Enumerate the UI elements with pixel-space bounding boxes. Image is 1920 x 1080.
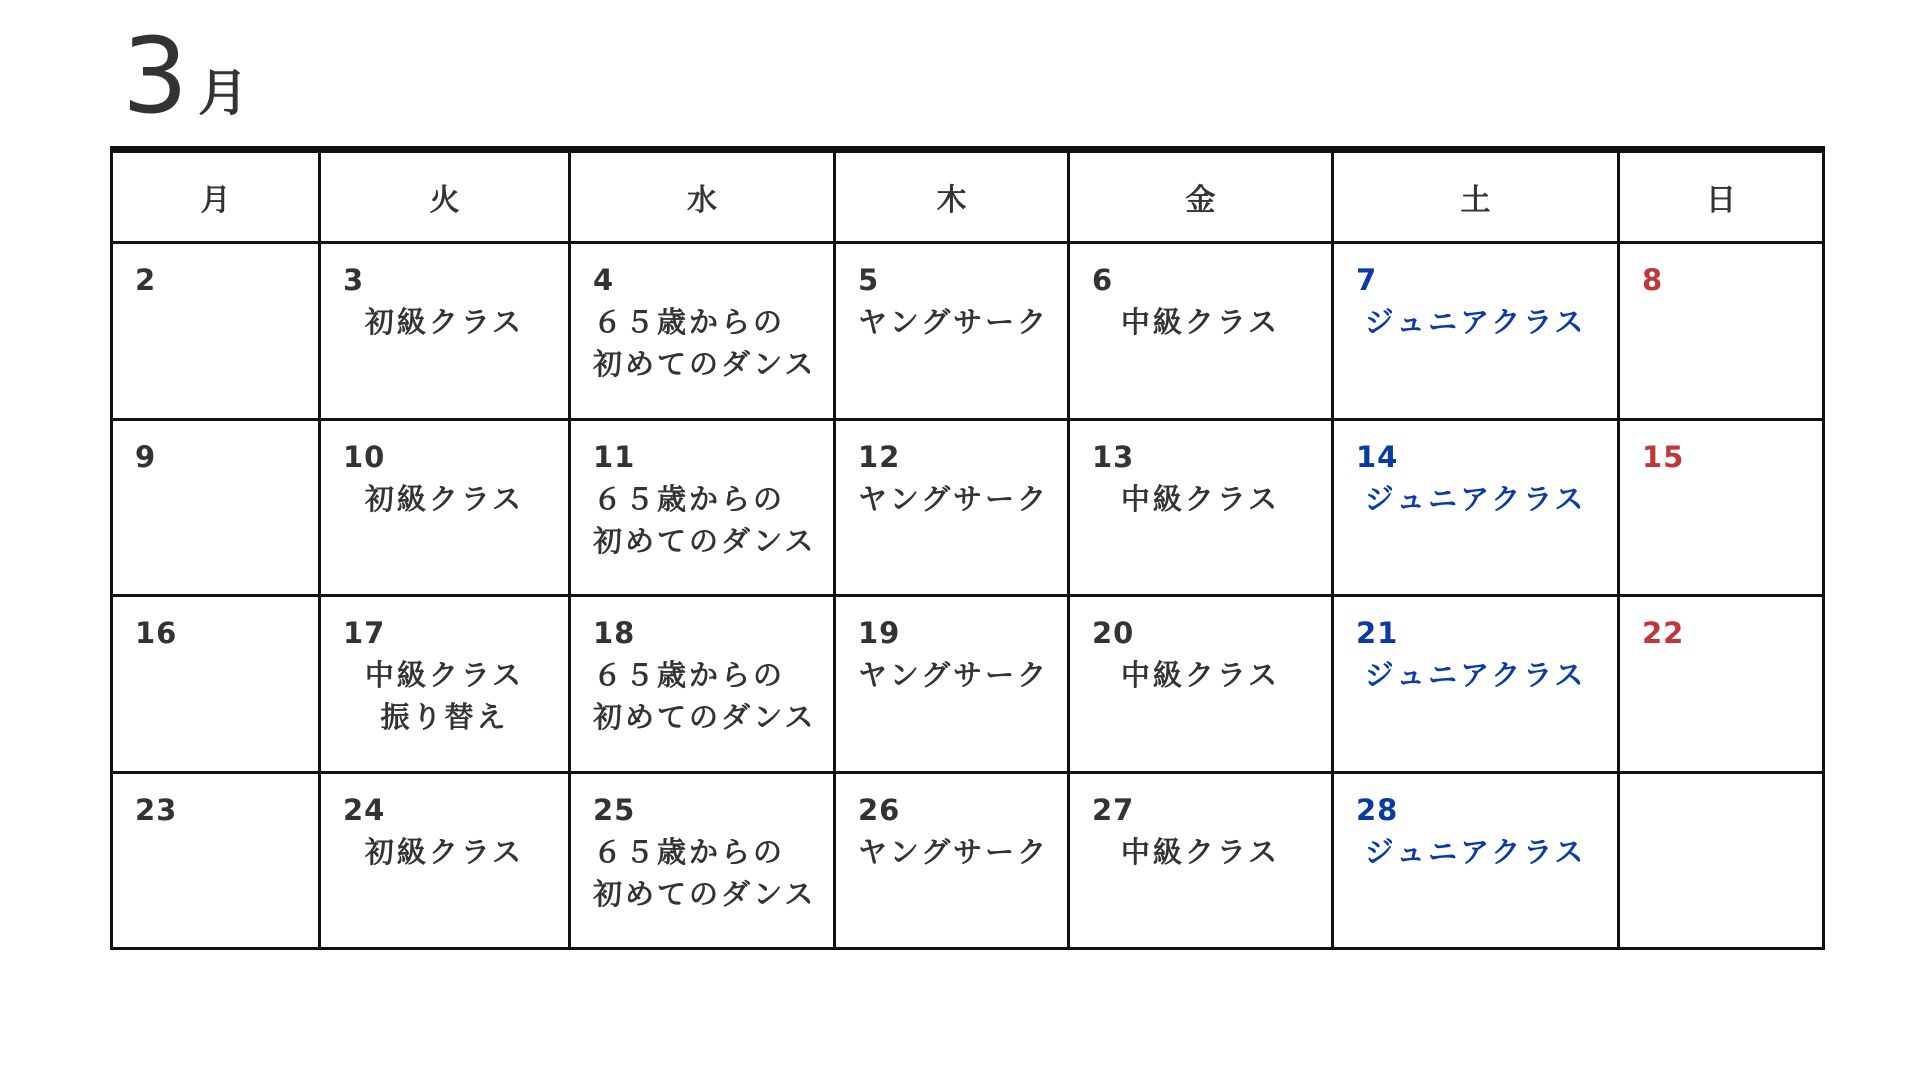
day-cell-fri bbox=[1069, 243, 1333, 420]
event-line: ６５歳からの bbox=[593, 305, 786, 339]
event-line: 中級クラス bbox=[1120, 481, 1281, 516]
day-number: 24 bbox=[343, 792, 386, 827]
event-line: 中級クラス bbox=[1120, 834, 1281, 869]
day-cell-tue bbox=[320, 596, 570, 773]
day-cell-sat bbox=[1333, 772, 1619, 949]
day-number: 21 bbox=[1356, 616, 1399, 650]
event-line: ６５歳からの bbox=[593, 658, 786, 692]
day-cell-fri bbox=[1069, 772, 1333, 949]
day-number: 7 bbox=[1356, 263, 1378, 297]
event-label bbox=[571, 648, 833, 738]
day-cell-fri bbox=[1069, 596, 1333, 773]
day-number: 16 bbox=[135, 616, 178, 650]
day-cell-sun bbox=[1619, 419, 1824, 596]
week-row bbox=[112, 772, 1824, 949]
day-cell-mon bbox=[112, 772, 320, 949]
day-cell-wed bbox=[570, 419, 835, 596]
day-cell-sat bbox=[1333, 243, 1619, 420]
day-number: 27 bbox=[1092, 792, 1135, 827]
event-label bbox=[1334, 648, 1617, 696]
event-line: ６５歳からの bbox=[593, 834, 786, 869]
day-cell-tue bbox=[320, 419, 570, 596]
event-line: 初めてのダンス bbox=[593, 523, 817, 558]
event-line: 中級クラス bbox=[364, 658, 525, 692]
day-number: 6 bbox=[1092, 263, 1114, 297]
event-label bbox=[571, 472, 833, 562]
day-number: 5 bbox=[858, 263, 880, 297]
event-line: 初めてのダンス bbox=[593, 876, 817, 911]
event-line: 初めてのダンス bbox=[593, 347, 817, 381]
day-cell-mon bbox=[112, 243, 320, 420]
event-line: 中級クラス bbox=[1120, 305, 1281, 339]
day-cell-mon bbox=[112, 596, 320, 773]
day-number: 19 bbox=[858, 616, 901, 650]
event-line: ６５歳からの bbox=[593, 481, 786, 516]
event-line: ジュニアクラス bbox=[1364, 834, 1587, 869]
day-number: 28 bbox=[1356, 792, 1399, 827]
day-number: 26 bbox=[858, 792, 901, 827]
event-label bbox=[571, 825, 833, 915]
day-number: 11 bbox=[593, 439, 636, 474]
event-label bbox=[1334, 472, 1617, 520]
day-cell-wed bbox=[570, 596, 835, 773]
event-line: ジュニアクラス bbox=[1364, 305, 1587, 339]
event-label bbox=[321, 648, 568, 738]
day-cell-tue bbox=[320, 243, 570, 420]
event-label bbox=[321, 295, 568, 343]
day-number: 20 bbox=[1092, 616, 1135, 650]
weekday-header-wed: 水 bbox=[570, 150, 835, 243]
day-number: 23 bbox=[135, 792, 178, 827]
day-number: 25 bbox=[593, 792, 636, 827]
event-label bbox=[571, 295, 833, 385]
event-line: ジュニアクラス bbox=[1364, 481, 1587, 516]
week-row bbox=[112, 596, 1824, 773]
event-label bbox=[1070, 472, 1331, 520]
weekday-header-mon: 月 bbox=[112, 150, 320, 243]
day-cell-sun bbox=[1619, 243, 1824, 420]
event-line: 初級クラス bbox=[364, 834, 525, 869]
event-label bbox=[836, 295, 1067, 343]
event-label bbox=[836, 825, 1067, 873]
day-cell-mon bbox=[112, 419, 320, 596]
event-label bbox=[836, 648, 1067, 696]
day-cell-thu bbox=[835, 419, 1069, 596]
day-cell-sun bbox=[1619, 772, 1824, 949]
day-number: 17 bbox=[343, 616, 386, 650]
month-number: 3 bbox=[122, 15, 189, 137]
day-cell-tue bbox=[320, 772, 570, 949]
event-label bbox=[836, 472, 1067, 520]
day-number: 2 bbox=[135, 263, 157, 297]
event-label bbox=[1334, 295, 1617, 343]
day-number: 8 bbox=[1642, 263, 1664, 297]
day-number: 10 bbox=[343, 439, 386, 474]
day-cell-sat bbox=[1333, 596, 1619, 773]
day-cell-sun bbox=[1619, 596, 1824, 773]
day-number: 4 bbox=[593, 263, 615, 297]
event-line: 初めてのダンス bbox=[593, 700, 817, 734]
weekday-header-tue: 火 bbox=[320, 150, 570, 243]
event-line: 初級クラス bbox=[364, 305, 525, 339]
week-row bbox=[112, 419, 1824, 596]
event-label bbox=[321, 825, 568, 873]
weekday-header-row bbox=[112, 150, 1824, 243]
weekday-header-fri: 金 bbox=[1069, 150, 1333, 243]
event-line: ジュニアクラス bbox=[1364, 658, 1587, 692]
event-label bbox=[1070, 648, 1331, 696]
day-cell-thu bbox=[835, 243, 1069, 420]
weekday-header-sat: 土 bbox=[1333, 150, 1619, 243]
event-label bbox=[1334, 825, 1617, 873]
event-label bbox=[1070, 825, 1331, 873]
day-cell-thu bbox=[835, 596, 1069, 773]
event-label bbox=[1070, 295, 1331, 343]
day-number: 22 bbox=[1642, 616, 1685, 650]
event-line: ヤングサーク bbox=[858, 834, 1050, 869]
day-cell-wed bbox=[570, 243, 835, 420]
event-label bbox=[321, 472, 568, 520]
event-line: 初級クラス bbox=[364, 481, 525, 516]
day-number: 15 bbox=[1642, 439, 1685, 474]
day-number: 3 bbox=[343, 263, 365, 297]
day-number: 13 bbox=[1092, 439, 1135, 474]
day-cell-fri bbox=[1069, 419, 1333, 596]
event-line: ヤングサーク bbox=[858, 481, 1050, 516]
day-cell-wed bbox=[570, 772, 835, 949]
calendar-table bbox=[110, 146, 1825, 950]
day-number: 12 bbox=[858, 439, 901, 474]
month-title bbox=[122, 15, 249, 137]
day-number: 18 bbox=[593, 616, 636, 650]
event-line: 中級クラス bbox=[1120, 658, 1281, 692]
event-line: ヤングサーク bbox=[858, 658, 1050, 692]
week-row bbox=[112, 243, 1824, 420]
day-cell-sat bbox=[1333, 419, 1619, 596]
event-line: ヤングサーク bbox=[858, 305, 1050, 339]
day-cell-thu bbox=[835, 772, 1069, 949]
month-unit: 月 bbox=[198, 64, 249, 122]
weekday-header-sun: 日 bbox=[1619, 150, 1824, 243]
weekday-header-thu: 木 bbox=[835, 150, 1069, 243]
day-number: 14 bbox=[1356, 439, 1399, 474]
event-line: 振り替え bbox=[380, 700, 509, 734]
day-number: 9 bbox=[135, 439, 157, 474]
